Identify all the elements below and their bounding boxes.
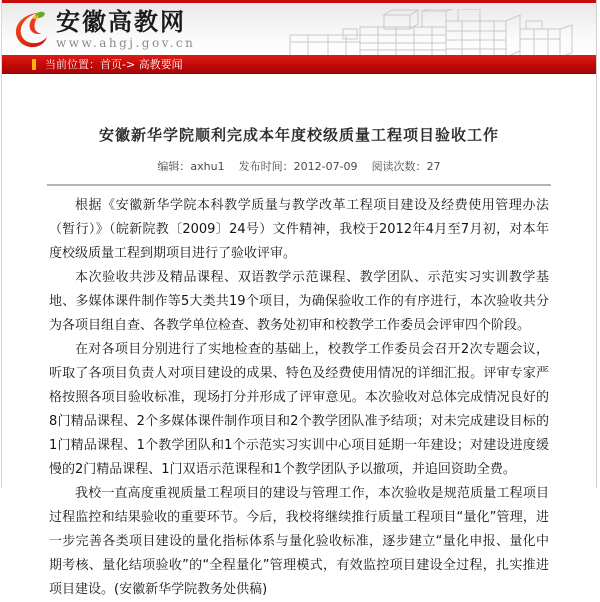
article-container <box>2 124 596 602</box>
meta-divider <box>47 184 551 186</box>
editor-label: 编辑： <box>157 160 191 173</box>
site-logo[interactable] <box>10 7 195 51</box>
paragraph-3: 在对各项目分别进行了实地检查的基础上，校教学工作委员会召开2次专题会议，听取了各项目负责人对项目建设的成果、特色及经费使用情况的详细汇报。评审专家严格按照各项目验收标准，现场打分并形成了评审意见。本次验收对总体完成情况良好的8门精品课程、2个多媒体课件制作项目和2个教学团队准予结项；对未完成建设目标的1门精品课程、1个教学团队和1个示范实习实训中心项目延期一年建设；对建设进度缓慢的2门精品课程、1门双语示范课程和1个教学团队予以撤项，并追回资助全费。 <box>49 342 549 477</box>
site-url: www.ahgj.gov.cn <box>56 35 196 50</box>
article-meta <box>49 158 549 174</box>
paragraph-1: 根据《安徽新华学院本科教学质量与教学改革工程项目建设及经费使用管理办法（暂行）》（皖新院教〔2009〕24号）文件精神，我校于2012年4月至7月初，对本年度校级质量工程到期项目进行了验收评审。 <box>49 198 549 261</box>
article-title: 安徽新华学院顺利完成本年度校级质量工程项目验收工作 <box>98 126 499 144</box>
logo-swoosh-icon <box>10 7 52 51</box>
breadcrumb-marker-icon <box>32 59 36 70</box>
publish-date-value: 2012-07-09 <box>293 160 358 173</box>
publish-date-label: 发布时间： <box>238 160 294 173</box>
building-sketch <box>288 9 578 55</box>
editor-value: axhu1 <box>190 160 225 173</box>
paragraph-4: 我校一直高度重视质量工程项目的建设与管理工作，本次验收是规范质量工程项目过程监控和结果验收的重要环节。今后，我校将继续推行质量工程项目“量化”管理，进一步完善各类项目建设的量化指标体系与量化验收标准，逐步建立“量化申报、量化中期考核、量化结项验收”的“全程量化”管理模式，有效监控项目建设全过程，扎实推进项目建设。(安徽新华学院教务处供稿) <box>49 486 549 597</box>
breadcrumb-bar <box>2 55 596 74</box>
views-value: 27 <box>426 160 441 173</box>
site-name: 安徽高教网 <box>56 6 186 36</box>
site-header <box>2 3 596 55</box>
article-body <box>49 194 549 602</box>
logo-text <box>56 6 196 50</box>
page <box>1 0 597 597</box>
breadcrumb-path[interactable]: 首页-> 高教要闻 <box>100 58 183 71</box>
breadcrumb-label: 当前位置： <box>45 58 100 71</box>
paragraph-2: 本次验收共涉及精品课程、双语教学示范课程、教学团队、示范实习实训教学基地、多媒体课件制作等5大类共19个项目，为确保验收工作的有序进行，本次验收共分为各项目组自查、各教学单位检查、教务处初审和校教学工作委员会评审四个阶段。 <box>49 270 549 333</box>
views-label: 阅读次数： <box>371 160 427 173</box>
